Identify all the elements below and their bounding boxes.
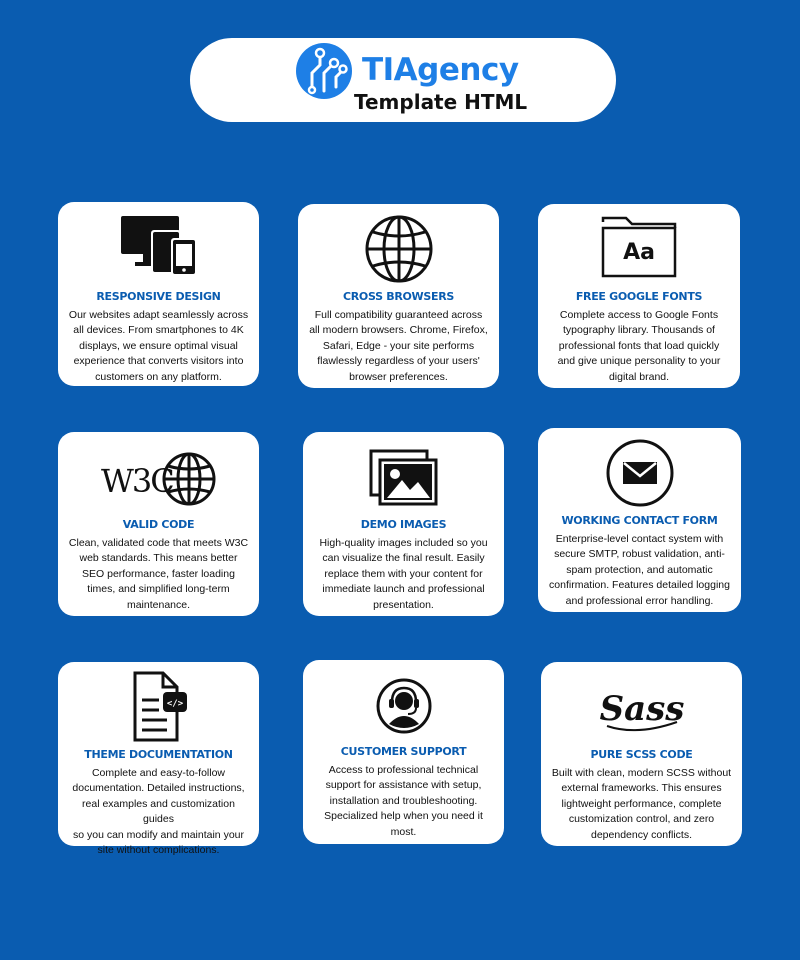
svg-text:</>: </> [166, 699, 183, 709]
feature-card-pure-scss-code [541, 662, 742, 846]
feature-title: THEME DOCUMENTATION [84, 748, 233, 761]
feature-title: RESPONSIVE DESIGN [96, 290, 221, 303]
feature-description: Clean, validated code that meets W3C web standards. This means better SEO performance, faster loading times, and simplified long-term maintenance. [68, 537, 249, 611]
feature-title: WORKING CONTACT FORM [561, 514, 718, 527]
headset-icon [303, 678, 504, 734]
feature-card-valid-code [58, 432, 259, 616]
feature-title: FREE GOOGLE FONTS [575, 290, 703, 303]
feature-description: High-quality images included so you can visualize the final result. Easily replace them with your content for immediate launch and professional presentation. [319, 537, 488, 611]
feature-description: Full compatibility guaranteed across all modern browsers. Chrome, Firefox, Safari, Edge - your site performs flawlessly regardless of your users' browser preferences. [309, 309, 488, 383]
feature-description: Our websites adapt seamlessly across all devices. From smartphones to 4K displays, we ensure optimal visual experience that converts visitors into customers on any platform. [68, 309, 249, 383]
sass-logo-icon [541, 674, 742, 740]
svg-text:Sass: Sass [599, 689, 684, 729]
devices-icon [58, 214, 259, 278]
document-code-icon [58, 670, 259, 744]
globe-icon [298, 214, 499, 284]
feature-title: PURE SCSS CODE [590, 748, 693, 761]
feature-card-cross-browsers [298, 204, 499, 388]
w3c-logo-icon [58, 450, 259, 508]
svg-text:Aa: Aa [623, 240, 655, 265]
font-folder-icon [538, 214, 740, 280]
feature-card-working-contact-form [538, 428, 741, 612]
feature-description: Enterprise-level contact system with secure SMTP, robust validation, anti- spam protection, and automatic confirmation. Features detailed logging and professional error handling. [549, 533, 730, 607]
feature-card-theme-documentation [58, 662, 259, 857]
feature-title: VALID CODE [122, 518, 195, 531]
header-banner [190, 38, 616, 122]
feature-description: Complete and easy-to-follow documentation. Detailed instructions, real examples and customization guides so you can modify and maintain your site without complications. [72, 767, 245, 857]
feature-description: Access to professional technical support for assistance with setup, installation and troubleshooting. Specialized help when you need it most. [324, 764, 483, 838]
feature-card-responsive-design [58, 202, 259, 386]
feature-title: DEMO IMAGES [360, 518, 447, 531]
feature-card-demo-images [303, 432, 504, 616]
svg-text:W3C: W3C [100, 462, 173, 500]
feature-card-free-google-fonts [538, 204, 740, 388]
brand-name: TIAgency [362, 52, 519, 88]
feature-title: CUSTOMER SUPPORT [340, 745, 467, 758]
feature-description: Built with clean, modern SCSS without external frameworks. This ensures lightweight performance, complete customization control, and zero dependency conflicts. [551, 767, 732, 841]
page-subtitle: Template HTML [354, 90, 528, 114]
envelope-icon [538, 438, 741, 508]
images-icon [303, 448, 504, 508]
feature-description: Complete access to Google Fonts typography library. Thousands of professional fonts that load quickly and give unique personality to your digital brand. [557, 309, 721, 383]
feature-card-customer-support [303, 660, 504, 844]
feature-title: CROSS BROWSERS [342, 290, 455, 303]
circuit-logo-icon [296, 43, 352, 99]
